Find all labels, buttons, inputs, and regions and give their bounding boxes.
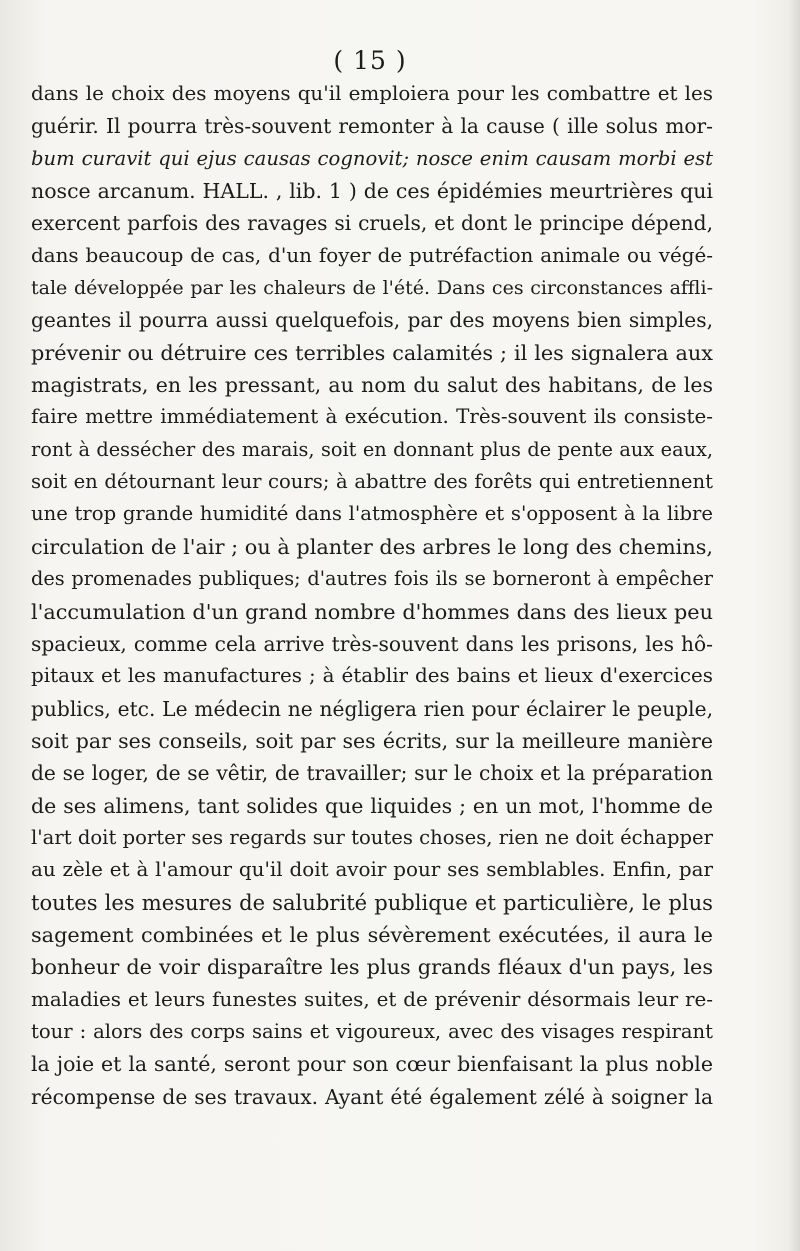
text-line: bum curavit qui ejus causas cognovit; nosce enim causam morbi est xyxy=(31,146,713,170)
text-line: l'accumulation d'un grand nombre d'hommes dans des lieux peu xyxy=(31,599,713,624)
text-line: de se loger, de se vêtir, de travailler; sur le choix et la préparation xyxy=(31,761,713,786)
text-line: l'art doit porter ses regards sur toutes choses, rien ne doit échapper xyxy=(31,825,713,849)
text-line: nosce arcanum. HALL. , lib. 1 ) de ces épidémies meurtrières qui xyxy=(31,179,713,204)
text-line: la joie et la santé, seront pour son cœur bienfaisant la plus noble xyxy=(31,1052,713,1077)
text-line: récompense de ses travaux. Ayant été également zélé à soigner la xyxy=(31,1084,713,1109)
text-line: spacieux, comme cela arrive très-souvent dans les prisons, les hô- xyxy=(31,631,713,656)
text-line: sagement combinées et le plus sévèrement exécutées, il aura le xyxy=(31,922,713,947)
text-line: dans beaucoup de cas, d'un foyer de putréfaction animale ou végé- xyxy=(31,243,713,267)
text-line: tale développée par les chaleurs de l'été. Dans ces circonstances affli- xyxy=(31,277,713,300)
body-text xyxy=(31,78,713,1113)
page-edge-shadow xyxy=(788,0,800,1251)
text-line: exercent parfois des ravages si cruels, et dont le principe dépend, xyxy=(31,211,713,236)
text-line: bonheur de voir disparaître les plus grands fléaux d'un pays, les xyxy=(31,955,713,980)
text-line: maladies et leurs funestes suites, et de prévenir désormais leur re- xyxy=(31,987,713,1011)
text-line: des promenades publiques; d'autres fois ils se borneront à empêcher xyxy=(31,567,713,591)
text-line: au zèle et à l'amour qu'il doit avoir pour ses semblables. Enfin, par xyxy=(31,858,713,882)
text-line: dans le choix des moyens qu'il emploiera pour les combattre et les xyxy=(31,82,713,105)
text-line: toutes les mesures de salubrité publique et particulière, le plus xyxy=(31,889,713,915)
text-line: pitaux et les manufactures ; à établir des bains et lieux d'exercices xyxy=(31,664,713,688)
text-line: prévenir ou détruire ces terribles calamités ; il les signalera aux xyxy=(31,340,713,365)
text-line: geantes il pourra aussi quelquefois, par des moyens bien simples, xyxy=(31,308,713,333)
text-line: faire mettre immédiatement à exécution. Très-souvent ils consiste- xyxy=(31,405,713,429)
text-line: circulation de l'air ; ou à planter des arbres le long des chemins, xyxy=(31,534,713,559)
page-number: ( 15 ) xyxy=(333,46,407,75)
text-line: guérir. Il pourra très-souvent remonter à la cause ( ille solus mor- xyxy=(31,114,713,139)
text-line: ront à dessécher des marais, soit en donnant plus de pente aux eaux, xyxy=(31,437,713,461)
text-line: tour : alors des corps sains et vigoureux, avec des visages respirant xyxy=(31,1019,713,1043)
text-line: publics, etc. Le médecin ne négligera rien pour éclairer le peuple, xyxy=(31,696,713,721)
text-line: soit en détournant leur cours; à abattre des forêts qui entretiennent xyxy=(31,470,713,494)
text-line: soit par ses conseils, soit par ses écrits, sur la meilleure manière xyxy=(31,728,713,753)
text-line: de ses alimens, tant solides que liquides ; en un mot, l'homme de xyxy=(31,793,713,818)
text-line: magistrats, en les pressant, au nom du salut des habitans, de les xyxy=(31,373,713,398)
text-line: une trop grande humidité dans l'atmosphère et s'opposent à la libre xyxy=(31,502,713,526)
